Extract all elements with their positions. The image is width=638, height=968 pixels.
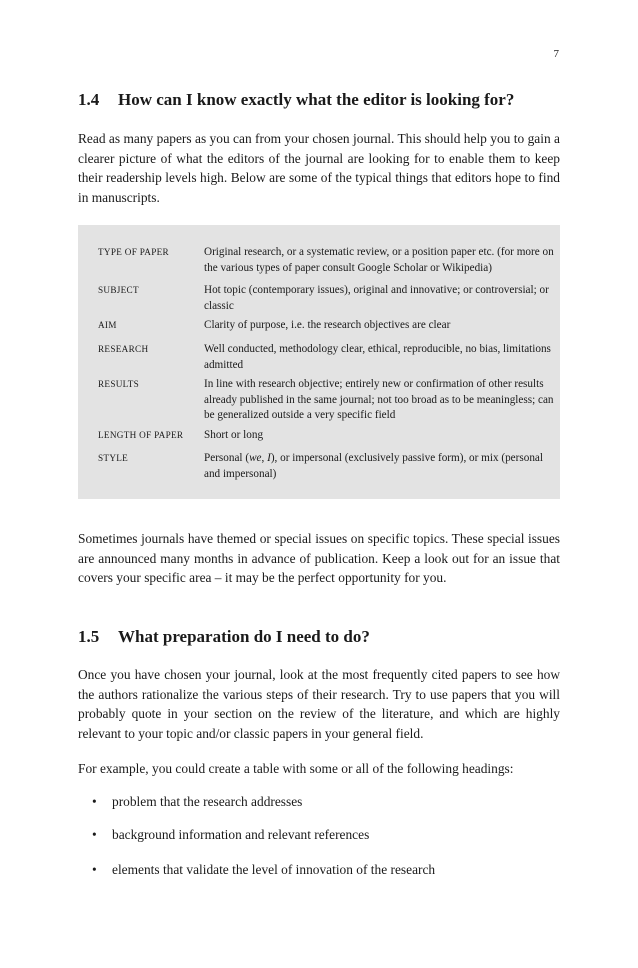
- row-description: Well conducted, methodology clear, ethical, reproducible, no bias, limitations admitted: [204, 343, 551, 371]
- row-label: STYLE: [98, 453, 129, 463]
- row-description: Personal (we, I), or impersonal (exclusively passive form), or mix (personal and impersonal): [204, 452, 543, 480]
- bullet-icon: •: [92, 794, 97, 809]
- section-number: 1.5: [78, 627, 100, 646]
- section-heading-1-4: [78, 90, 514, 110]
- bullet-icon: •: [92, 827, 97, 842]
- page-number: 7: [553, 48, 559, 60]
- row-label: SUBJECT: [98, 285, 139, 295]
- intro-paragraph: Read as many papers as you can from your chosen journal. This should help you to gain a clearer picture of what the editors of the journal are looking for to enable them to keep their readership levels high. Below are some of the typical things that editors hope to find in manuscripts.: [78, 131, 560, 205]
- row-label: TYPE OF PAPER: [98, 247, 169, 257]
- row-description: Clarity of purpose, i.e. the research objectives are clear: [204, 319, 451, 331]
- section-heading-1-5: [78, 627, 370, 647]
- preparation-paragraph: Once you have chosen your journal, look at the most frequently cited papers to see how the authors rationalize the various steps of their research. Try to use papers that you will probably quote in your section on the review of the literature, and which are highly relevant to your topic and/or classic papers in your general field.: [78, 667, 560, 741]
- bullet-icon: •: [92, 862, 97, 877]
- example-paragraph: For example, you could create a table with some or all of the following headings:: [78, 761, 514, 776]
- row-description: Original research, or a systematic review, or a position paper etc. (for more on the various types of paper consult Google Scholar or Wikipedia): [204, 246, 554, 274]
- list-item: • problem that the research addresses: [92, 794, 303, 809]
- row-label: AIM: [98, 320, 117, 330]
- row-label: LENGTH OF PAPER: [98, 430, 184, 440]
- row-description: Short or long: [204, 429, 264, 441]
- section-title: What preparation do I need to do?: [118, 627, 370, 646]
- row-description: In line with research objective; entirely new or confirmation of other results already published in the same journal; not too broad as to be meaningless; can be generalized outside a very specific field: [204, 378, 554, 421]
- closing-paragraph: Sometimes journals have themed or special issues on specific topics. These special issues are announced many months in advance of publication. Keep a look out for an issue that covers your specific area – it may be the perfect opportunity for you.: [78, 531, 560, 585]
- list-item: • elements that validate the level of innovation of the research: [92, 862, 436, 877]
- list-item: • background information and relevant references: [92, 827, 370, 842]
- section-number: 1.4: [78, 90, 100, 109]
- editor-expectations-table: [78, 225, 560, 499]
- section-title: How can I know exactly what the editor is looking for?: [118, 90, 515, 109]
- row-label: RESULTS: [98, 379, 140, 389]
- row-label: RESEARCH: [98, 344, 149, 354]
- row-description: Hot topic (contemporary issues), original and innovative; or controversial; or classic: [204, 284, 549, 312]
